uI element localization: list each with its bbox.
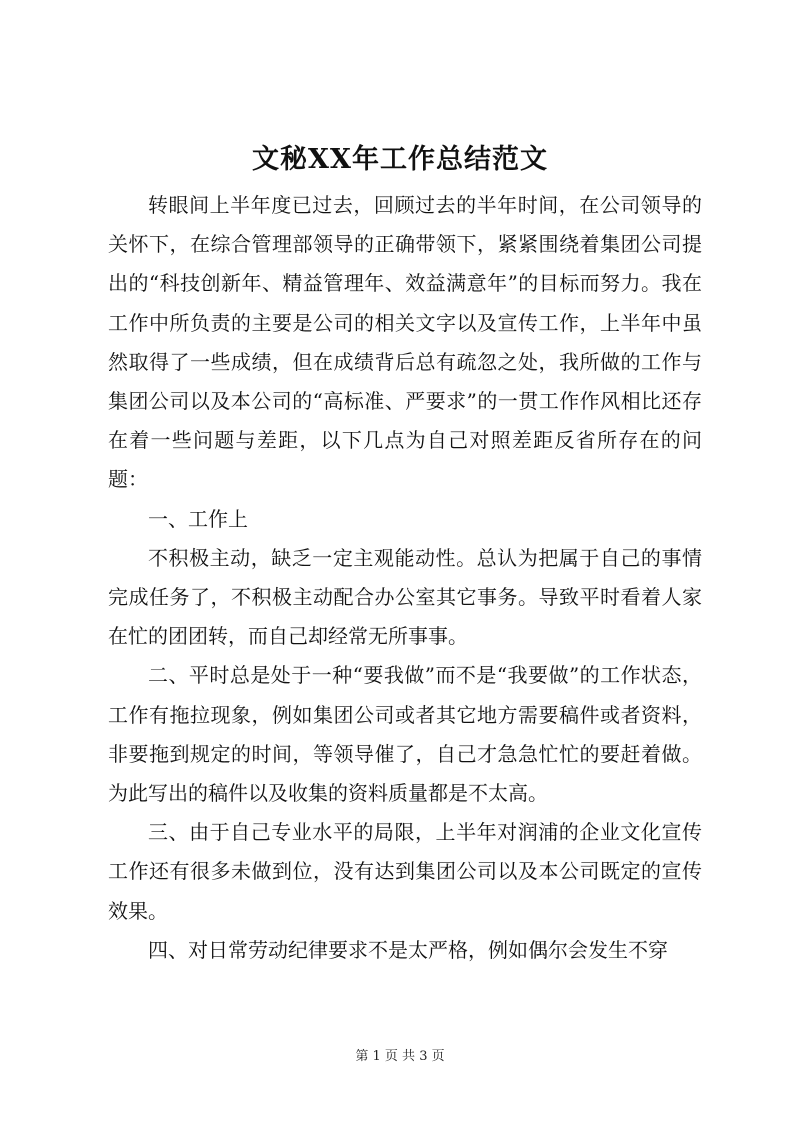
document-title: 文秘XX年工作总结范文 bbox=[252, 144, 548, 175]
paragraph-heading-work: 一、工作上 bbox=[148, 506, 248, 531]
page-footer: 第 1 页 共 3 页 bbox=[355, 1049, 445, 1064]
paragraph-issue-four: 四、对日常劳动纪律要求不是太严格，例如偶尔会发生不穿 bbox=[148, 937, 668, 962]
paragraph-issue-two: 二、平时总是处于一种“要我做”而不是“我要做”的工作状态，工作有拖拉现象，例如集团公司或者其它地方需要稿件或者资料，非要拖到规定的时间，等领导催了，自己才急急忙忙的要赶着做。为此写出的稿件以及收集的资料质量都是不太高。 bbox=[108, 663, 702, 806]
paragraph-intro: 转眼间上半年度已过去，回顾过去的半年时间，在公司领导的关怀下，在综合管理部领导的正确带领下，紧紧围绕着集团公司提出的“科技创新年、精益管理年、效益满意年”的目标而努力。我在工作中所负责的主要是公司的相关文字以及宣传工作，上半年中虽然取得了一些成绩，但在成绩背后总有疏忽之处，我所做的工作与集团公司以及本公司的“高标准、严要求”的一贯工作作风相比还存在着一些问题与差距，以下几点为自己对照差距反省所存在的问题： bbox=[108, 193, 702, 492]
paragraph-issue-three: 三、由于自己专业水平的局限，上半年对润浦的企业文化宣传工作还有很多未做到位，没有达到集团公司以及本公司既定的宣传效果。 bbox=[108, 820, 702, 923]
paragraph-issue-initiative: 不积极主动，缺乏一定主观能动性。总认为把属于自己的事情完成任务了，不积极主动配合办公室其它事务。导致平时看着人家在忙的团团转，而自己却经常无所事事。 bbox=[108, 545, 702, 649]
document-body bbox=[108, 186, 702, 970]
